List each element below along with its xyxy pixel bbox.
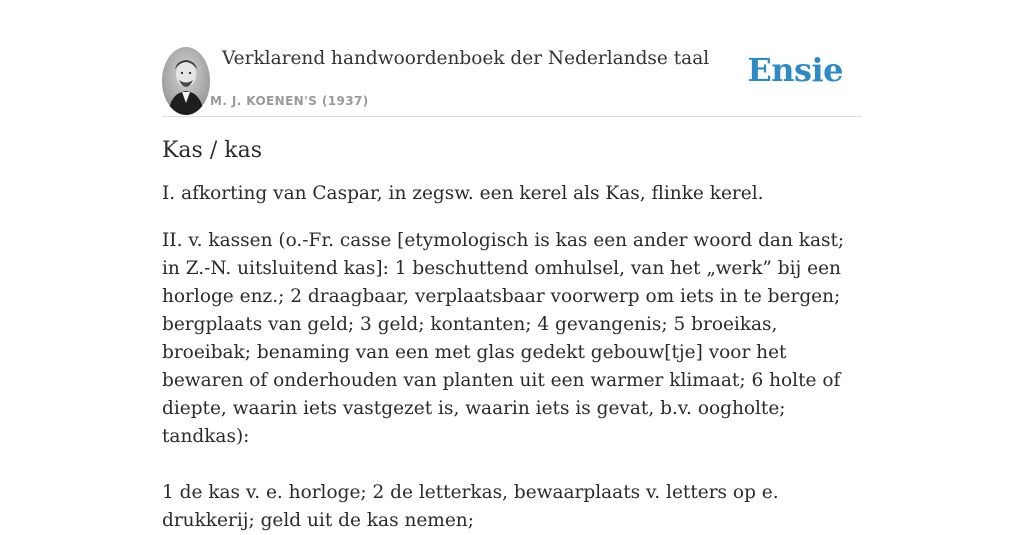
definition-paragraph: I. afkorting van Caspar, in zegsw. een kerel als Kas, flinke kerel.: [162, 183, 764, 204]
ensie-logo[interactable]: Ensie: [747, 51, 843, 89]
examples-paragraph: 1 de kas v. e. horloge; 2 de letterkas, bewaarplaats v. letters op e. drukkerij; geld uit de kas nemen;: [162, 482, 779, 531]
dictionary-author: M. J. KOENEN'S (1937): [210, 94, 369, 108]
site-header: [162, 40, 862, 117]
author-portrait-icon: [162, 47, 210, 115]
entry-headword: Kas / kas: [162, 138, 262, 163]
dictionary-title: Verklarend handwoordenboek der Nederlandse taal: [222, 48, 710, 69]
entry-content: [162, 138, 862, 535]
definition-paragraph: II. v. kassen (o.-Fr. casse [etymologisch is kas een ander woord dan kast; in Z.-N. uitsluitend kas]: 1 beschuttend omhulsel, van het „werk” bij een horloge enz.; 2 draagbaar, verplaatsbaar voorwerp om iets in te bergen; bergplaats van geld; 3 geld; kontanten; 4 gevangenis; 5 broeikas, broeibak; benaming van een met glas gedekt gebouw[tje] voor het bewaren of onderhouden van planten uit een warmer klimaat; 6 holte of diepte, waarin iets vastgezet is, waarin iets is gevat, b.v. oogholte; tandkas):: [162, 230, 845, 447]
